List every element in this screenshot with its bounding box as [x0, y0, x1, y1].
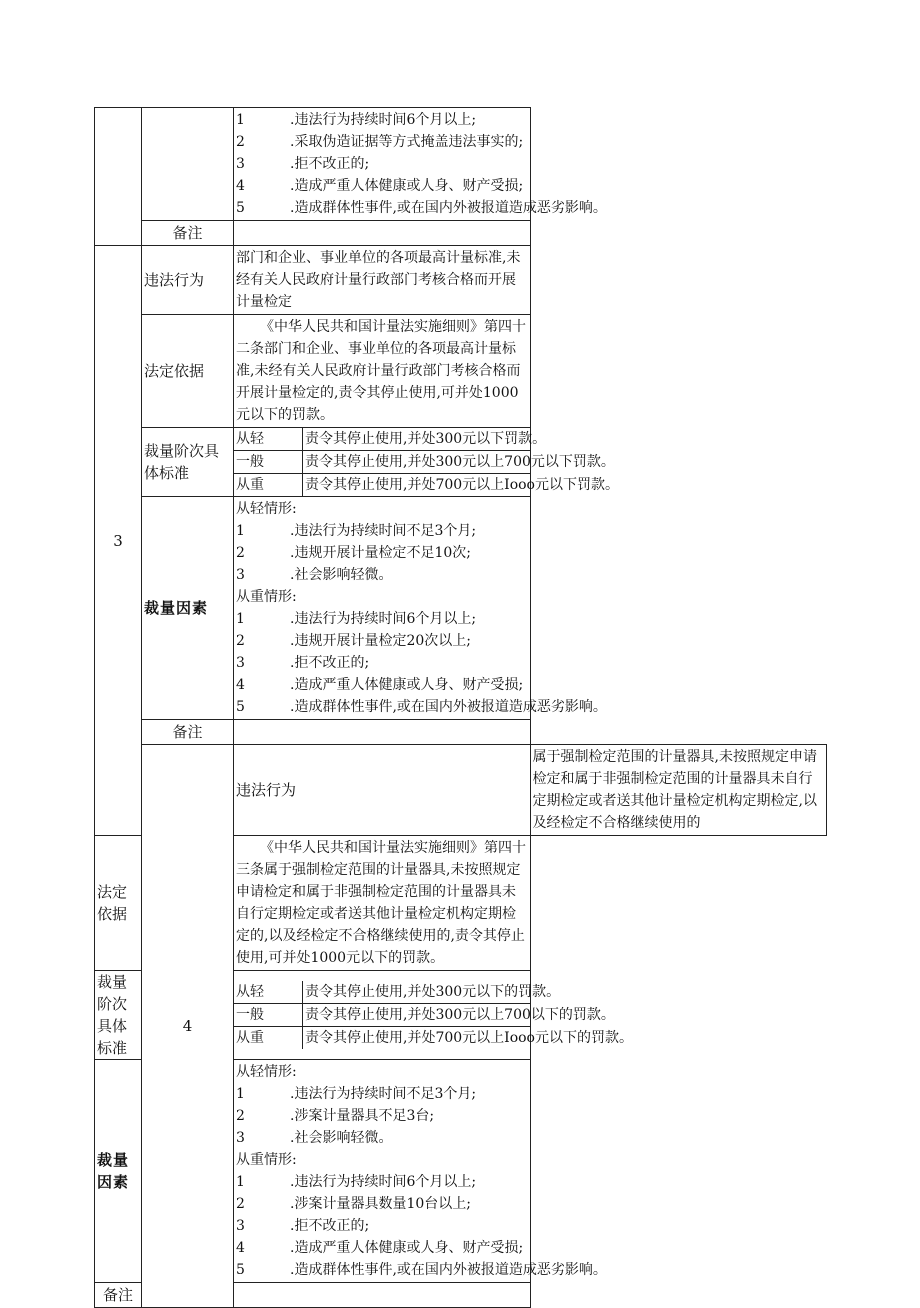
level-row [234, 451, 530, 474]
row2-factors-label-cell [142, 108, 234, 221]
violation-text: 部门和企业、事业单位的各项最高计量标准,未经有关人民政府计量行政部门考核合格而开展计量检定 [234, 246, 531, 315]
mitigating-title: 从轻情形: [236, 1064, 297, 1080]
item-text: .违法行为持续时间不足3个月; [290, 1086, 477, 1102]
levels-table [234, 981, 633, 1049]
item-text: .造成严重人体健康或人身、财产受损; [290, 178, 524, 194]
item-number: 2 [236, 134, 245, 150]
item-text: .拒不改正的; [290, 156, 370, 172]
row3-remark-row [95, 720, 827, 745]
level-text: 责令其停止使用,并处300元以下罚款。 [303, 428, 530, 451]
violation-text: 属于强制检定范围的计量器具,未按照规定申请检定和属于非强制检定范围的计量器具未自行定期检定或者送其他计量检定机构定期检定,以及经检定不合格继续使用的 [530, 745, 827, 836]
item-number: 4 [236, 178, 245, 194]
aggravating-title: 从重情形: [236, 1152, 297, 1168]
item-text: .违法行为持续时间6个月以上; [290, 1174, 477, 1190]
item-text: .造成群体性事件,或在国内外被报道造成恶劣影响。 [290, 1262, 607, 1278]
row2-remark-row [95, 221, 827, 246]
remark-value [234, 720, 531, 745]
list-item [236, 1259, 607, 1281]
list-item [236, 520, 528, 542]
list-item [236, 153, 528, 175]
level-row [234, 1004, 530, 1027]
factors-label: 裁量因素 [142, 497, 234, 720]
item-number: 5 [236, 699, 245, 715]
item-text: .造成严重人体健康或人身、财产受损; [290, 1240, 524, 1256]
level-name: 从轻 [234, 428, 303, 451]
level-name: 一般 [234, 451, 303, 474]
mitigating-title: 从轻情形: [236, 501, 297, 517]
remark-label: 备注 [95, 1283, 142, 1308]
row2-number-cell [95, 108, 142, 246]
row-number: 3 [95, 246, 142, 836]
item-number: 1 [236, 112, 245, 128]
level-name: 一般 [234, 1004, 303, 1027]
basis-text: 《中华人民共和国计量法实施细则》第四十三条属于强制检定范围的计量器具,未按照规定申请检定和属于非强制检定范围的计量器具未自行定期检定或者送其他计量检定机构定期检定的,以及经检定不合格继续使用的,责令其停止使用,可并处1000元以下的罚款。 [236, 840, 526, 966]
basis-label: 法定依据 [95, 836, 142, 971]
basis-cell [234, 315, 531, 428]
item-text: .违法行为持续时间6个月以上; [290, 611, 477, 627]
item-text: .拒不改正的; [290, 1218, 370, 1234]
aggravating-list [236, 1171, 607, 1281]
item-text: .造成群体性事件,或在国内外被报道造成恶劣影响。 [290, 699, 607, 715]
list-item [236, 564, 528, 586]
violation-label: 违法行为 [142, 246, 234, 315]
list-item [236, 1171, 528, 1193]
item-text: .涉案计量器具数量10台以上; [290, 1196, 471, 1212]
mitigating-list [236, 1083, 528, 1149]
remark-value [234, 1283, 531, 1308]
item-number: 4 [236, 1240, 245, 1256]
level-text: 责令其停止使用,并处700元以上Iooo元以下罚款。 [305, 477, 619, 493]
item-text: .违规开展计量检定不足10次; [290, 545, 471, 561]
level-text: 责令其停止使用,并处300元以上700元以下罚款。 [303, 451, 530, 474]
factors-cell [234, 1060, 607, 1283]
list-item [236, 696, 607, 718]
level-name: 从重 [234, 1027, 303, 1050]
basis-label: 法定依据 [142, 315, 234, 428]
list-item [236, 608, 528, 630]
mitigating-list [236, 520, 528, 586]
item-number: 5 [236, 200, 245, 216]
level-text: 责令其停止使用,并处700元以上Iooo元以下的罚款。 [305, 1030, 633, 1046]
list-item [236, 131, 528, 153]
list-item [236, 1083, 528, 1105]
item-text: .社会影响轻微。 [290, 567, 393, 583]
item-number: 3 [236, 655, 245, 671]
levels-cell [234, 971, 633, 1060]
level-row [234, 981, 530, 1004]
list-item [236, 1127, 528, 1149]
item-number: 3 [236, 1218, 245, 1234]
item-text: .违法行为持续时间6个月以上; [290, 112, 477, 128]
level-text: 责令其停止使用,并处300元以上700以下的罚款。 [303, 1004, 530, 1027]
aggravating-title: 从重情形: [236, 589, 297, 605]
level-text: 责令其停止使用,并处300元以下的罚款。 [303, 981, 530, 1004]
level-name: 从轻 [234, 981, 303, 1004]
list-item [236, 674, 528, 696]
basis-text: 《中华人民共和国计量法实施细则》第四十二条部门和企业、事业单位的各项最高计量标准,未经有关人民政府计量行政部门考核合格而开展计量检定的,责令其停止使用,可并处1000元以下的罚款。 [236, 319, 526, 423]
list-item [236, 197, 607, 219]
item-text: .违规开展计量检定20次以上; [290, 633, 471, 649]
factors-label: 裁量因素 [95, 1060, 142, 1283]
standard-label: 裁量阶次具体标准 [95, 971, 142, 1060]
item-number: 1 [236, 611, 245, 627]
levels-table [234, 428, 619, 496]
item-number: 4 [236, 677, 245, 693]
level-name: 从重 [234, 474, 303, 497]
aggravating-list [236, 608, 607, 718]
item-number: 3 [236, 567, 245, 583]
list-item [236, 542, 528, 564]
item-number: 2 [236, 1196, 245, 1212]
item-number: 2 [236, 545, 245, 561]
violation-label: 违法行为 [234, 745, 531, 836]
aggravating-list [236, 109, 607, 219]
item-number: 1 [236, 1086, 245, 1102]
list-item [236, 630, 528, 652]
item-number: 3 [236, 1130, 245, 1146]
remark-value [234, 221, 531, 246]
list-item [236, 175, 528, 197]
row3-standard-row [95, 428, 827, 497]
basis-cell [234, 836, 531, 971]
item-number: 1 [236, 1174, 245, 1190]
factors-cell [234, 497, 607, 720]
item-text: .采取伪造证据等方式掩盖违法事实的; [290, 134, 524, 150]
list-item [236, 1215, 528, 1237]
row3-basis-row [95, 315, 827, 428]
list-item [236, 109, 528, 131]
item-number: 1 [236, 523, 245, 539]
item-text: .造成严重人体健康或人身、财产受损; [290, 677, 524, 693]
penalty-discretion-table [94, 107, 827, 1308]
levels-cell [234, 428, 619, 497]
item-number: 3 [236, 156, 245, 172]
item-number: 2 [236, 1108, 245, 1124]
list-item [236, 1105, 528, 1127]
item-text: .造成群体性事件,或在国内外被报道造成恶劣影响。 [290, 200, 607, 216]
list-item [236, 1193, 528, 1215]
row4-violation-row [95, 745, 827, 836]
remark-label: 备注 [142, 720, 234, 745]
item-number: 2 [236, 633, 245, 649]
row2-factors-row [95, 108, 827, 221]
level-row [234, 1027, 530, 1050]
list-item [236, 1237, 528, 1259]
row3-factors-row [95, 497, 827, 720]
row2-factors-cell [234, 108, 607, 221]
list-item [236, 652, 528, 674]
standard-label: 裁量阶次具体标准 [142, 428, 234, 497]
level-row [234, 428, 530, 451]
item-text: .涉案计量器具不足3台; [290, 1108, 435, 1124]
remark-label: 备注 [142, 221, 234, 246]
item-text: .拒不改正的; [290, 655, 370, 671]
item-text: .违法行为持续时间不足3个月; [290, 523, 477, 539]
item-number: 5 [236, 1262, 245, 1278]
row3-violation-row [95, 246, 827, 315]
item-text: .社会影响轻微。 [290, 1130, 393, 1146]
level-row [234, 474, 530, 497]
row-number: 4 [142, 745, 234, 1308]
